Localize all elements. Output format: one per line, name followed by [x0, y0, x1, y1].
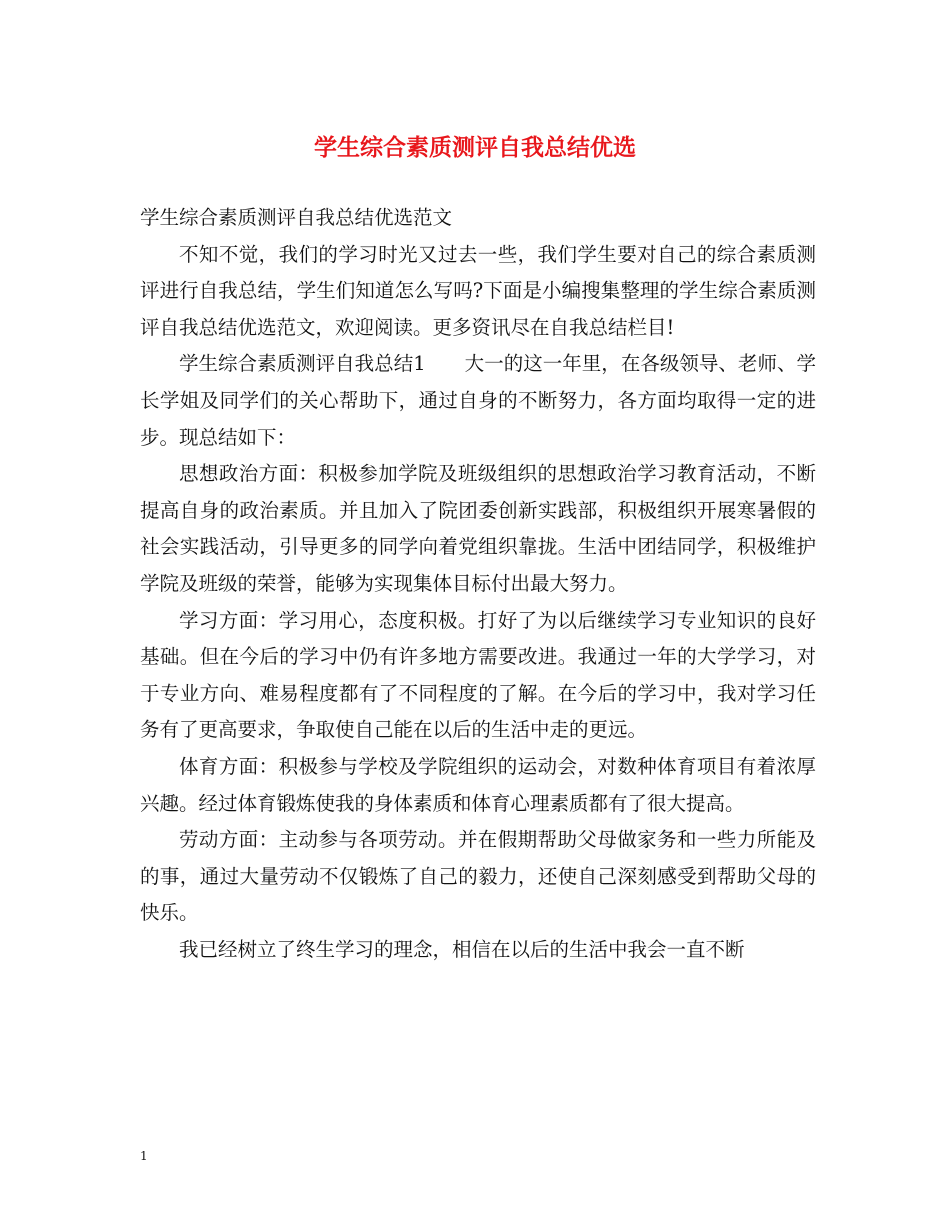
paragraph-lifelong-learning: 我已经树立了终生学习的理念，相信在以后的生活中我会一直不断: [179, 937, 745, 961]
document-body: [140, 200, 816, 968]
paragraph-ideology-politics: 思想政治方面：积极参加学院及班级组织的思想政治学习教育活动，不断提高自身的政治素质。并且加入了院团委创新实践部，积极组织开展寒暑假的社会实践活动，引导更多的同学向着党组织靠拢。生活中团结同学，积极维护学院及班级的荣誉，能够为实现集体目标付出最大努力。: [140, 462, 816, 595]
paragraph-summary-1: 学生综合素质测评自我总结1 大一的这一年里，在各级领导、老师、学长学姐及同学们的关心帮助下，通过自身的不断努力，各方面均取得一定的进步。现总结如下：: [140, 352, 816, 449]
page-number: 1: [140, 1149, 148, 1163]
document-title: 学生综合素质测评自我总结优选: [314, 135, 636, 161]
document-subtitle: 学生综合素质测评自我总结优选范文: [140, 206, 453, 229]
paragraph-labor: 劳动方面：主动参与各项劳动。并在假期帮助父母做家务和一些力所能及的事，通过大量劳动不仅锻炼了自己的毅力，还使自己深刻感受到帮助父母的快乐。: [140, 828, 816, 925]
paragraph-study: 学习方面：学习用心，态度积极。打好了为以后继续学习专业知识的良好基础。但在今后的学习中仍有许多地方需要改进。我通过一年的大学学习，对于专业方向、难易程度都有了不同程度的了解。在今后的学习中，我对学习任务有了更高要求，争取使自己能在以后的生活中走的更远。: [140, 608, 816, 742]
paragraph-intro: 不知不觉，我们的学习时光又过去一些，我们学生要对自己的综合素质测评进行自我总结，学生们知道怎么写吗?下面是小编搜集整理的学生综合素质测评自我总结优选范文，欢迎阅读。更多资讯尽在自我总结栏目!: [140, 242, 816, 339]
paragraph-sports: 体育方面：积极参与学校及学院组织的运动会，对数种体育项目有着浓厚兴趣。经过体育锻炼使我的身体素质和体育心理素质都有了很大提高。: [140, 754, 816, 815]
